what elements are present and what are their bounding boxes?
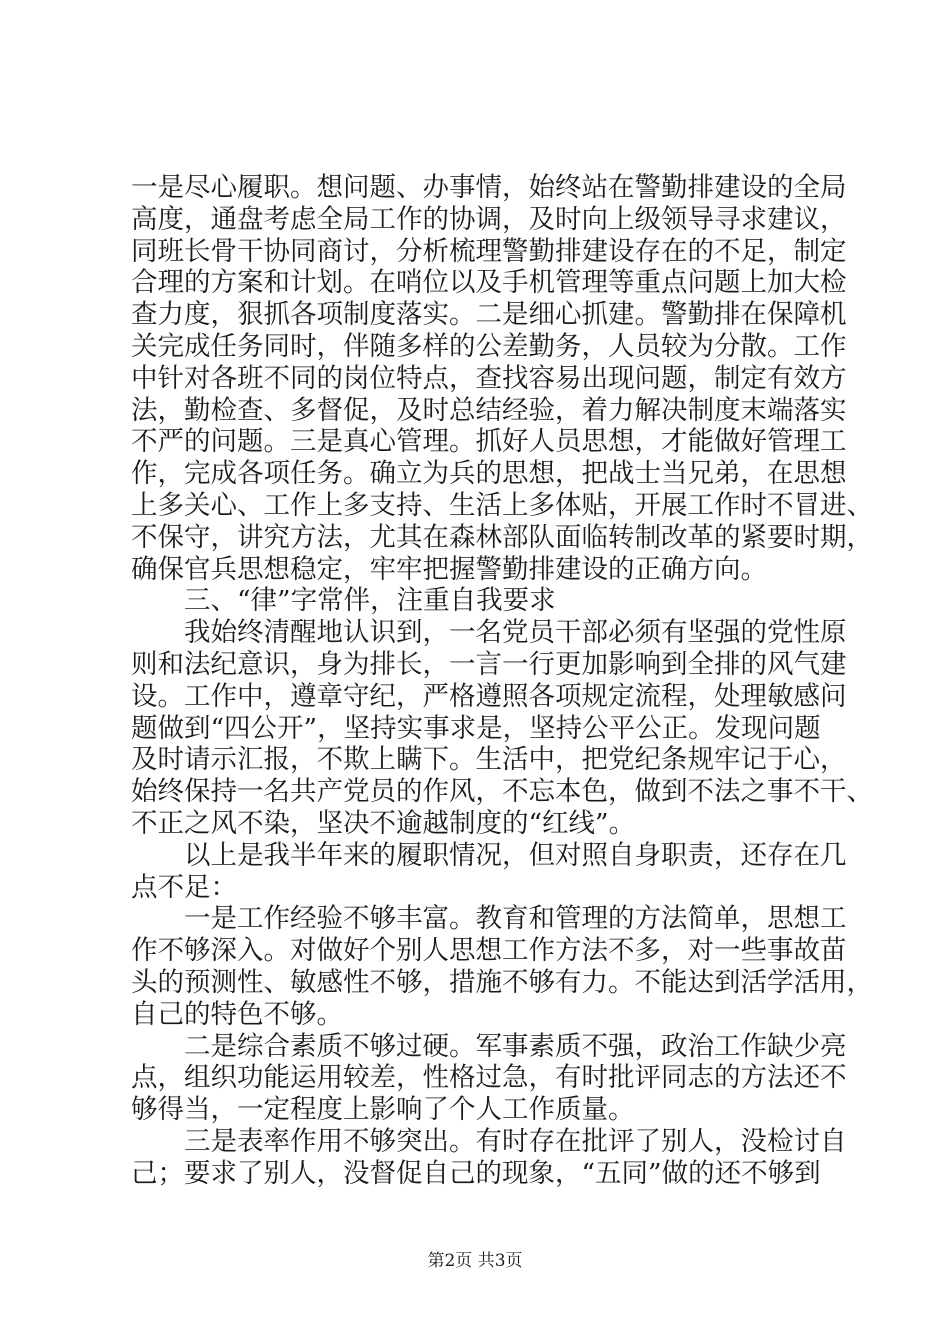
text-line: 点不足： [131, 871, 237, 903]
text-line: 自己的特色不够。 [131, 998, 343, 1030]
text-line: 一是尽心履职。想问题、办事情，始终站在警勤排建设的全局 [131, 172, 847, 203]
text-line: 题做到“四公开”，坚持实事求是，坚持公平公正。发现问题 [131, 712, 821, 744]
text-line: 同班长骨干协同商讨，分析梳理警勤排建设存在的不足，制定 [131, 235, 847, 267]
page-number-footer: 第2页 共3页 [427, 1251, 523, 1271]
text-line: 不正之风不染，坚决不逾越制度的“红线”。 [131, 807, 636, 839]
text-line: 查力度，狠抓各项制度落实。二是细心抓建。警勤排在保障机 [131, 299, 847, 331]
text-line: 关完成任务同时，伴随多样的公差勤务，人员较为分散。工作 [131, 330, 847, 362]
text-line: 己；要求了别人，没督促自己的现象，“五同”做的还不够到 [131, 1157, 821, 1189]
text-line: 点，组织功能运用较差，性格过急，有时批评同志的方法还不 [131, 1062, 847, 1094]
text-line: 上多关心、工作上多支持、生活上多体贴，开展工作时不冒进、 [131, 489, 873, 521]
text-line: 及时请示汇报，不欺上瞒下。生活中，把党纪条规牢记于心， [131, 744, 847, 776]
text-line: 确保官兵思想稳定，牢牢把握警勤排建设的正确方向。 [131, 553, 767, 585]
text-line: 始终保持一名共产党员的作风，不忘本色，做到不法之事不干、 [131, 776, 873, 808]
text-line: 够得当，一定程度上影响了个人工作质量。 [131, 1094, 635, 1126]
text-line: 不严的问题。三是真心管理。抓好人员思想，才能做好管理工 [131, 426, 847, 458]
text-line: 不保守，讲究方法，尤其在森林部队面临转制改革的紧要时期， [131, 521, 873, 553]
text-line: 中针对各班不同的岗位特点，查找容易出现问题，制定有效方 [131, 362, 847, 394]
document-body [131, 172, 873, 1190]
text-line: 则和法纪意识，身为排长，一言一行更加影响到全排的风气建 [131, 648, 847, 680]
text-line: 头的预测性、敏感性不够，措施不够有力。不能达到活学活用， [131, 966, 873, 998]
text-line: 法，勤检查、多督促，及时总结经验，着力解决制度末端落实 [131, 394, 847, 426]
text-line: 我始终清醒地认识到，一名党员干部必须有坚强的党性原 [131, 617, 847, 649]
text-line: 以上是我半年来的履职情况，但对照自身职责，还存在几 [131, 839, 847, 871]
text-line: 二是综合素质不够过硬。军事素质不强，政治工作缺少亮 [131, 1030, 847, 1062]
text-line: 作，完成各项任务。确立为兵的思想，把战士当兄弟，在思想 [131, 458, 847, 490]
text-line: 一是工作经验不够丰富。教育和管理的方法简单，思想工 [131, 903, 847, 935]
text-line: 作不够深入。对做好个别人思想工作方法不多，对一些事故苗 [131, 935, 847, 967]
text-line: 三是表率作用不够突出。有时存在批评了别人，没检讨自 [131, 1125, 847, 1157]
text-line: 高度，通盘考虑全局工作的协调，及时向上级领导寻求建议， [131, 203, 847, 235]
section-heading: 三、“律”字常伴，注重自我要求 [131, 585, 556, 617]
text-line: 设。工作中，遵章守纪，严格遵照各项规定流程，处理敏感问 [131, 680, 847, 712]
text-line: 合理的方案和计划。在哨位以及手机管理等重点问题上加大检 [131, 267, 847, 299]
